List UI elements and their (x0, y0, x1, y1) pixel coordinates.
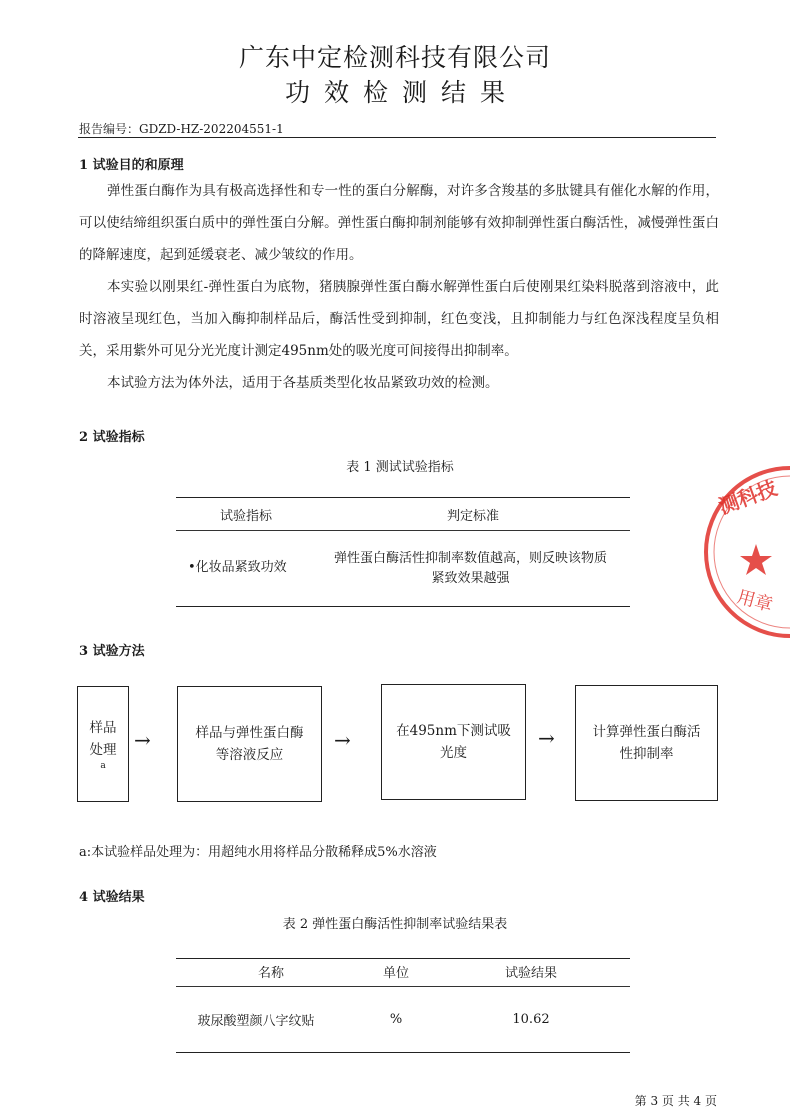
results-table-bottom-rule (176, 1052, 630, 1053)
unit-cell: % (389, 1012, 403, 1027)
seal-bottom-text: 用章 (734, 586, 775, 617)
result-value-cell: 10.62 (512, 1012, 550, 1027)
flow-step-1-line-2: 处理 (89, 742, 117, 758)
seal-star-icon (740, 544, 772, 575)
flow-arrow-2: → (334, 728, 351, 752)
header-divider (78, 137, 716, 138)
company-seal-stamp (700, 462, 790, 642)
column-header-criterion: 判定标准 (446, 509, 499, 524)
flow-step-4-line-2: 性抑制率 (619, 746, 674, 762)
sample-name-cell: 玻尿酸塑颜八字纹贴 (197, 1014, 315, 1029)
flow-step-absorbance (381, 684, 526, 800)
criterion-cell-line-1: 弹性蛋白酶活性抑制率数值越高，则反映该物质 (333, 551, 607, 566)
column-header-name: 名称 (257, 966, 284, 981)
company-name: 广东中定检测科技有限公司 (238, 43, 551, 72)
report-title: 功效检测结果 (284, 78, 519, 107)
section-1-paragraph-3: 本试验方法为体外法，适用于各基质类型化妆品紧致功效的检测。 (107, 375, 499, 391)
section-1-heading: 1 试验目的和原理 (79, 158, 184, 173)
indicator-cell: •化妆品紧致功效 (188, 560, 287, 575)
flow-step-2-line-2: 等溶液反应 (215, 747, 284, 763)
table-bottom-rule (176, 606, 630, 607)
section-4-heading: 4 试验结果 (79, 890, 145, 905)
column-header-indicator: 试验指标 (219, 509, 272, 524)
table-1-caption: 表 1 测试试验指标 (346, 460, 454, 475)
flow-step-3-line-1: 在495nm下测试吸 (396, 723, 511, 739)
table-2-caption: 表 2 弹性蛋白酶活性抑制率试验结果表 (282, 917, 508, 932)
flow-step-sample-prep (77, 686, 129, 802)
flow-arrow-3: → (538, 726, 555, 750)
flow-step-3-line-2: 光度 (439, 745, 467, 761)
indicator-table (176, 497, 630, 609)
flow-step-1-footnote-mark: a (100, 761, 106, 771)
flow-step-inhibition-rate (575, 685, 718, 801)
flow-step-1-line-1: 样品 (89, 720, 117, 736)
flow-step-4-line-1: 计算弹性蛋白酶活 (592, 724, 701, 740)
table-top-rule (176, 497, 630, 498)
section-3-heading: 3 试验方法 (79, 644, 145, 659)
table-header-rule (176, 530, 630, 531)
flow-arrow-1: → (134, 728, 151, 752)
column-header-result: 试验结果 (504, 966, 557, 981)
section-1-paragraph-2: 本实验以刚果红-弹性蛋白为底物，猪胰腺弹性蛋白酶水解弹性蛋白后使刚果红染料脱落到溶液中，此时溶液呈现红色，当加入酶抑制样品后，酶活性受到抑制，红色变浅，且抑制能力与红色深浅程度呈负相关，采用紫外可见分光光度计测定495nm处的吸光度可间接得出抑制率。 (79, 279, 719, 359)
section-2-heading: 2 试验指标 (79, 430, 145, 445)
column-header-unit: 单位 (382, 966, 409, 981)
report-number: 报告编号：GDZD-HZ-202204551-1 (79, 122, 284, 136)
page-number: 第 3 页 共 4 页 (634, 1094, 717, 1108)
section-1-paragraph-1: 弹性蛋白酶作为具有极高选择性和专一性的蛋白分解酶，对许多含羧基的多肽键具有催化水解的作用，可以使结缔组织蛋白质中的弹性蛋白分解。弹性蛋白酶抑制剂能够有效抑制弹性蛋白酶活性，减慢弹性蛋白的降解速度，起到延缓衰老、减少皱纹的作用。 (79, 183, 719, 263)
criterion-cell-line-2: 紧致效果越强 (431, 571, 510, 586)
flow-step-reaction (177, 686, 322, 802)
flow-step-2-line-1: 样品与弹性蛋白酶 (195, 725, 304, 741)
results-table-header-rule (176, 986, 630, 987)
seal-top-text: 测科技 (715, 475, 781, 519)
method-footnote: a:本试验样品处理为：用超纯水用将样品分散稀释成5%水溶液 (79, 845, 437, 860)
results-table-top-rule (176, 958, 630, 959)
results-table (176, 958, 630, 1054)
